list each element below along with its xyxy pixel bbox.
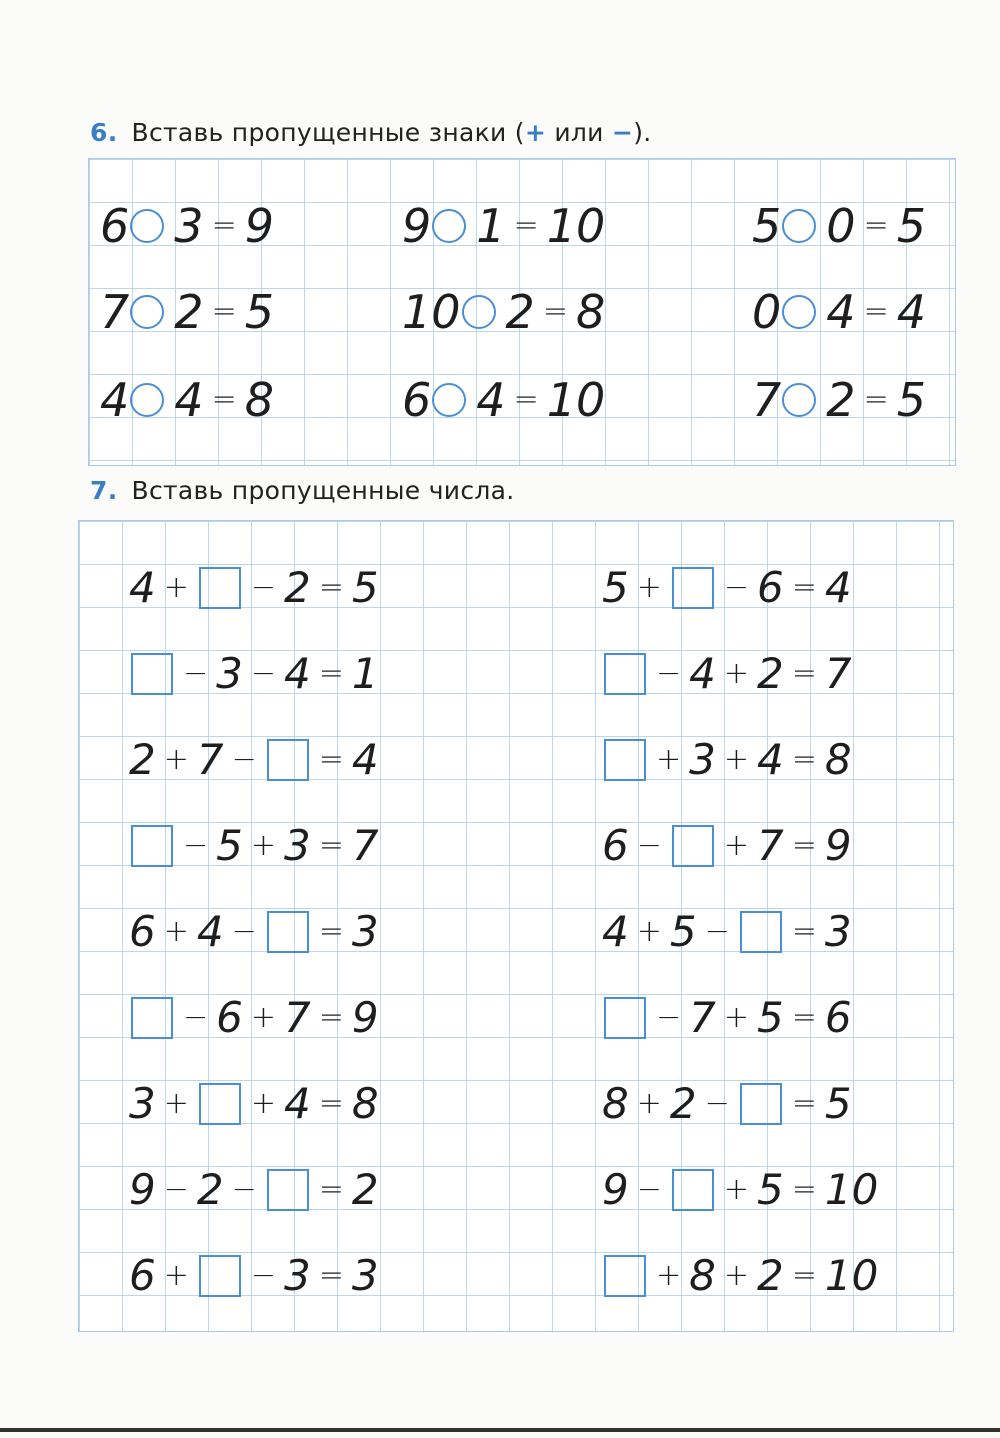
number: 2 bbox=[196, 1164, 224, 1214]
number: 5 bbox=[824, 1078, 852, 1128]
plus-sign: + bbox=[636, 569, 662, 605]
operand-a: 10 bbox=[402, 284, 461, 339]
sign-answer-circle[interactable] bbox=[130, 295, 164, 329]
minus-sign: − bbox=[250, 569, 277, 605]
answer-box[interactable] bbox=[604, 739, 646, 781]
equals-sign: = bbox=[318, 1085, 344, 1121]
number: 2 bbox=[129, 734, 156, 784]
number: 9 bbox=[351, 992, 379, 1042]
number-equation bbox=[598, 813, 856, 873]
equals-sign: = bbox=[863, 381, 889, 417]
sign-equation bbox=[752, 278, 930, 338]
number-equation bbox=[598, 727, 856, 787]
equals-sign: = bbox=[791, 913, 817, 949]
number-equation bbox=[598, 1243, 882, 1303]
equals-sign: = bbox=[791, 1257, 817, 1293]
equals-sign: = bbox=[211, 207, 237, 243]
operand-b: 0 bbox=[826, 198, 856, 253]
sign-answer-circle[interactable] bbox=[782, 383, 816, 417]
number: 2 bbox=[757, 648, 784, 698]
number-equation bbox=[125, 641, 383, 701]
task-6-title-before: Вставь пропущенные знаки ( bbox=[131, 118, 525, 147]
equals-sign: = bbox=[318, 1257, 344, 1293]
equals-sign: = bbox=[863, 293, 889, 329]
result: 10 bbox=[546, 372, 606, 427]
operand-a: 6 bbox=[100, 198, 130, 253]
plus-sign: + bbox=[250, 999, 277, 1035]
number: 2 bbox=[669, 1078, 697, 1128]
equals-sign: = bbox=[318, 827, 344, 863]
result: 10 bbox=[546, 198, 606, 253]
minus-sign: − bbox=[250, 1257, 277, 1293]
sign-answer-circle[interactable] bbox=[130, 209, 164, 243]
answer-box[interactable] bbox=[199, 567, 241, 609]
number: 8 bbox=[824, 734, 852, 784]
plus-sign: + bbox=[163, 741, 189, 777]
operand-a: 0 bbox=[752, 284, 782, 339]
number: 4 bbox=[284, 648, 311, 698]
equals-sign: = bbox=[791, 999, 817, 1035]
number: 4 bbox=[351, 734, 379, 784]
plus-sign: + bbox=[163, 1085, 189, 1121]
operand-b: 2 bbox=[174, 284, 204, 339]
sign-answer-circle[interactable] bbox=[432, 383, 466, 417]
sign-answer-circle[interactable] bbox=[782, 209, 816, 243]
number: 8 bbox=[689, 1250, 716, 1300]
equals-sign: = bbox=[513, 207, 539, 243]
number: 7 bbox=[196, 734, 224, 784]
answer-box[interactable] bbox=[740, 1083, 782, 1125]
number-equation bbox=[598, 1157, 882, 1217]
number: 4 bbox=[689, 648, 716, 698]
minus-sign: − bbox=[636, 827, 662, 863]
number: 6 bbox=[824, 992, 852, 1042]
number: 7 bbox=[824, 648, 852, 698]
number: 5 bbox=[216, 820, 243, 870]
equals-sign: = bbox=[211, 293, 237, 329]
number: 10 bbox=[824, 1250, 879, 1300]
answer-box[interactable] bbox=[267, 1169, 309, 1211]
number: 8 bbox=[602, 1078, 629, 1128]
number-equation bbox=[125, 555, 383, 615]
number: 4 bbox=[602, 906, 629, 956]
minus-sign: − bbox=[183, 827, 209, 863]
number: 3 bbox=[351, 906, 379, 956]
task-6-number: 6. bbox=[90, 118, 118, 147]
operand-a: 9 bbox=[402, 198, 432, 253]
minus-sign: − bbox=[231, 913, 257, 949]
equals-sign: = bbox=[791, 1085, 817, 1121]
number: 3 bbox=[689, 734, 716, 784]
operand-b: 4 bbox=[826, 284, 856, 339]
operand-b: 4 bbox=[476, 372, 506, 427]
number: 2 bbox=[757, 1250, 784, 1300]
number-equation bbox=[125, 985, 383, 1045]
plus-sign: + bbox=[250, 1085, 277, 1121]
number-equation bbox=[598, 1071, 856, 1131]
plus-sign: + bbox=[163, 1257, 189, 1293]
number-equation bbox=[598, 985, 856, 1045]
operand-a: 7 bbox=[752, 372, 782, 427]
plus-sign: + bbox=[723, 1171, 750, 1207]
answer-box[interactable] bbox=[267, 739, 309, 781]
plus-sign: + bbox=[723, 999, 750, 1035]
minus-sign: − bbox=[704, 1085, 730, 1121]
number: 6 bbox=[757, 562, 784, 612]
number: 4 bbox=[196, 906, 224, 956]
sign-equation bbox=[752, 366, 930, 426]
number: 4 bbox=[757, 734, 784, 784]
minus-sign: − bbox=[163, 1171, 189, 1207]
number: 7 bbox=[757, 820, 784, 870]
equals-sign: = bbox=[513, 381, 539, 417]
sign-answer-circle[interactable] bbox=[432, 209, 466, 243]
answer-box[interactable] bbox=[199, 1255, 241, 1297]
answer-box[interactable] bbox=[267, 911, 309, 953]
plus-sign: + bbox=[656, 1257, 682, 1293]
number: 8 bbox=[351, 1078, 379, 1128]
number-equation bbox=[125, 813, 383, 873]
number: 3 bbox=[351, 1250, 379, 1300]
result: 4 bbox=[896, 284, 926, 339]
task-6-heading bbox=[90, 118, 652, 147]
number: 6 bbox=[129, 906, 156, 956]
result: 9 bbox=[244, 198, 274, 253]
number: 1 bbox=[351, 648, 379, 698]
equals-sign: = bbox=[791, 827, 817, 863]
number: 6 bbox=[216, 992, 243, 1042]
number: 7 bbox=[284, 992, 311, 1042]
number-equation bbox=[125, 727, 383, 787]
operand-b: 2 bbox=[826, 372, 856, 427]
number-equation bbox=[598, 899, 856, 959]
sign-equation bbox=[100, 192, 278, 252]
operand-a: 7 bbox=[100, 284, 130, 339]
operand-b: 4 bbox=[174, 372, 204, 427]
equals-sign: = bbox=[318, 655, 344, 691]
answer-box[interactable] bbox=[672, 825, 714, 867]
number: 2 bbox=[284, 562, 311, 612]
task-7-heading bbox=[90, 476, 515, 505]
number: 4 bbox=[824, 562, 852, 612]
minus-sign: − bbox=[183, 655, 209, 691]
minus-sign: − bbox=[231, 1171, 257, 1207]
number: 3 bbox=[284, 820, 311, 870]
equals-sign: = bbox=[791, 1171, 817, 1207]
number: 3 bbox=[824, 906, 852, 956]
minus-sign: − bbox=[656, 999, 682, 1035]
number: 3 bbox=[284, 1250, 311, 1300]
number: 4 bbox=[129, 562, 156, 612]
number-equation bbox=[598, 641, 856, 701]
operand-b: 3 bbox=[174, 198, 204, 253]
number: 9 bbox=[602, 1164, 629, 1214]
result: 5 bbox=[244, 284, 274, 339]
number-equation bbox=[125, 899, 383, 959]
plus-sign: + bbox=[723, 655, 750, 691]
minus-sign: − bbox=[250, 655, 277, 691]
sign-answer-circle[interactable] bbox=[462, 295, 496, 329]
sign-equation bbox=[100, 278, 278, 338]
operand-b: 2 bbox=[505, 284, 535, 339]
plus-sign: + bbox=[723, 1257, 750, 1293]
minus-sign: − bbox=[231, 741, 257, 777]
number-equation bbox=[598, 555, 856, 615]
equals-sign: = bbox=[791, 655, 817, 691]
number: 5 bbox=[602, 562, 629, 612]
number: 9 bbox=[129, 1164, 156, 1214]
plus-sign: + bbox=[656, 741, 682, 777]
number: 9 bbox=[824, 820, 852, 870]
operand-b: 1 bbox=[476, 198, 506, 253]
answer-box[interactable] bbox=[740, 911, 782, 953]
number: 3 bbox=[216, 648, 243, 698]
answer-box[interactable] bbox=[131, 997, 173, 1039]
operand-a: 5 bbox=[752, 198, 782, 253]
minus-sign: − bbox=[183, 999, 209, 1035]
task-6-or: или bbox=[546, 118, 612, 147]
plus-sign: + bbox=[250, 827, 277, 863]
number: 2 bbox=[351, 1164, 379, 1214]
equals-sign: = bbox=[318, 1171, 344, 1207]
answer-box[interactable] bbox=[131, 653, 173, 695]
minus-sign: − bbox=[704, 913, 730, 949]
answer-box[interactable] bbox=[199, 1083, 241, 1125]
result: 8 bbox=[575, 284, 606, 339]
operand-a: 4 bbox=[100, 372, 130, 427]
minus-sign: − bbox=[723, 569, 750, 605]
minus-sign: − bbox=[636, 1171, 662, 1207]
answer-box[interactable] bbox=[131, 825, 173, 867]
sign-equation bbox=[402, 278, 609, 338]
plus-sign: + bbox=[163, 569, 189, 605]
equals-sign: = bbox=[863, 207, 889, 243]
number: 3 bbox=[129, 1078, 156, 1128]
answer-box[interactable] bbox=[604, 653, 646, 695]
sign-equation bbox=[402, 192, 609, 252]
equals-sign: = bbox=[318, 741, 344, 777]
equals-sign: = bbox=[791, 741, 817, 777]
sign-equation bbox=[402, 366, 609, 426]
number: 4 bbox=[284, 1078, 311, 1128]
equals-sign: = bbox=[542, 293, 568, 329]
result: 5 bbox=[896, 372, 926, 427]
number: 6 bbox=[129, 1250, 156, 1300]
number: 5 bbox=[757, 1164, 784, 1214]
operand-a: 6 bbox=[402, 372, 432, 427]
plus-sign: + bbox=[723, 827, 750, 863]
plus-sign: + bbox=[723, 741, 750, 777]
task-7-title: Вставь пропущенные числа. bbox=[131, 476, 515, 505]
answer-box[interactable] bbox=[604, 1255, 646, 1297]
result: 5 bbox=[896, 198, 926, 253]
number: 5 bbox=[757, 992, 784, 1042]
sign-equation bbox=[752, 192, 930, 252]
number: 5 bbox=[669, 906, 697, 956]
equals-sign: = bbox=[791, 569, 817, 605]
sign-answer-circle[interactable] bbox=[782, 295, 816, 329]
answer-box[interactable] bbox=[604, 997, 646, 1039]
sign-answer-circle[interactable] bbox=[130, 383, 164, 417]
plus-sign: + bbox=[163, 913, 189, 949]
number: 6 bbox=[602, 820, 629, 870]
plus-symbol: + bbox=[524, 118, 547, 147]
number: 7 bbox=[351, 820, 379, 870]
equals-sign: = bbox=[318, 999, 344, 1035]
number-equation bbox=[125, 1071, 383, 1131]
number-equation bbox=[125, 1157, 383, 1217]
task-7-number: 7. bbox=[90, 476, 118, 505]
task-6-title-after: ). bbox=[633, 118, 652, 147]
plus-sign: + bbox=[636, 1085, 662, 1121]
number-equation bbox=[125, 1243, 383, 1303]
equals-sign: = bbox=[318, 913, 344, 949]
answer-box[interactable] bbox=[672, 567, 714, 609]
minus-sign: − bbox=[656, 655, 682, 691]
equals-sign: = bbox=[318, 569, 344, 605]
number: 5 bbox=[351, 562, 379, 612]
number: 7 bbox=[689, 992, 716, 1042]
sign-equation bbox=[100, 366, 278, 426]
equals-sign: = bbox=[211, 381, 237, 417]
minus-symbol: − bbox=[611, 118, 634, 147]
page-bottom-edge bbox=[0, 1428, 1000, 1432]
plus-sign: + bbox=[636, 913, 662, 949]
answer-box[interactable] bbox=[672, 1169, 714, 1211]
number: 10 bbox=[824, 1164, 879, 1214]
result: 8 bbox=[244, 372, 274, 427]
